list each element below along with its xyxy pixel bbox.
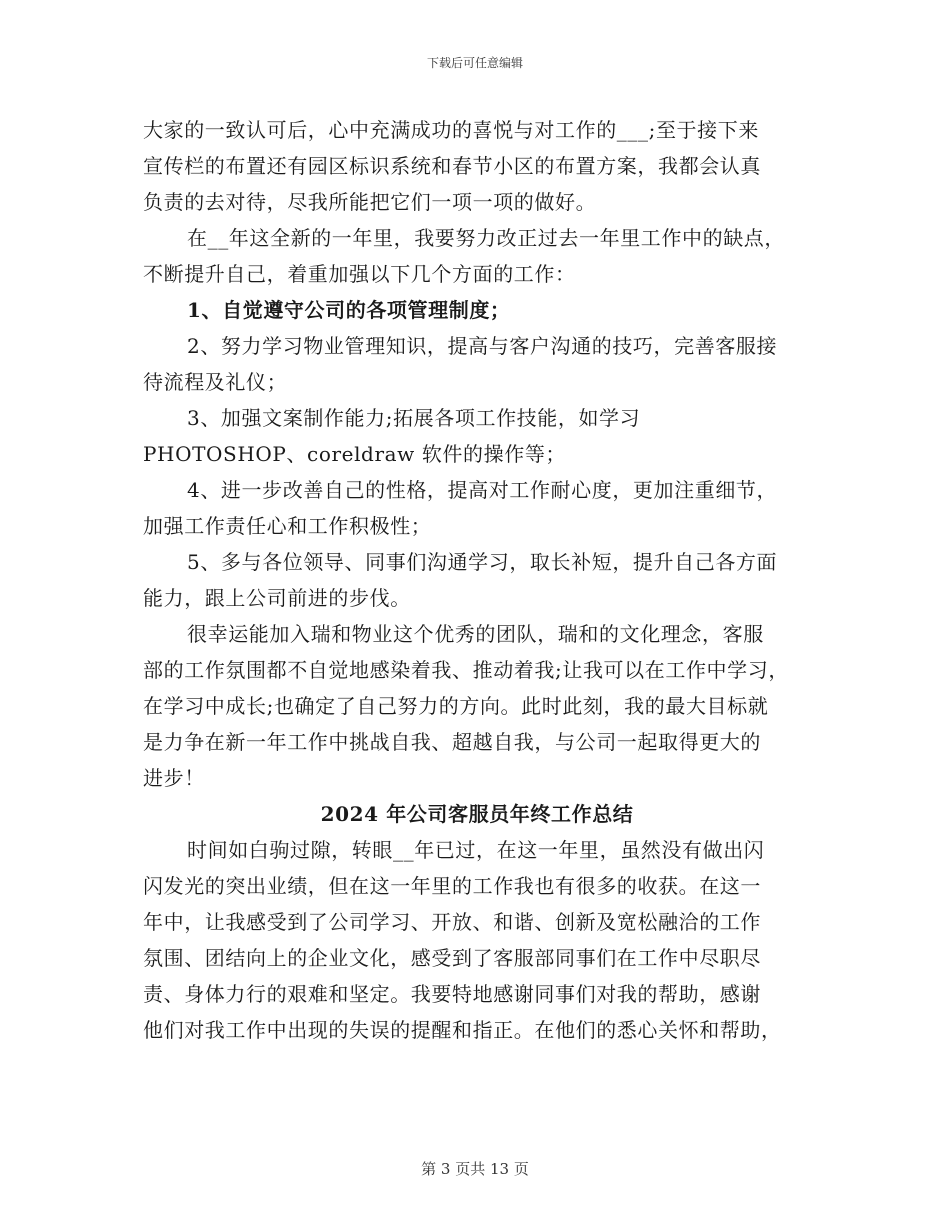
paragraph-line: 大家的一致认可后，心中充满成功的喜悦与对工作的___;至于接下来	[143, 118, 759, 142]
paragraph-line: 年中，让我感受到了公司学习、开放、和谐、创新及宽松融洽的工作	[143, 910, 761, 934]
paragraph-line: 他们对我工作中出现的失误的提醒和指正。在他们的悉心关怀和帮助，	[143, 1018, 782, 1042]
page-footer: 第 3 页共 13 页	[421, 1160, 529, 1178]
paragraph-line: 不断提升自己，着重加强以下几个方面的工作：	[143, 262, 576, 286]
list-item-2: 2、努力学习物业管理知识，提高与客户沟通的技巧，完善客服接	[187, 334, 778, 358]
paragraph-line: 氛围、团结向上的企业文化，感受到了客服部同事们在工作中尽职尽	[143, 946, 761, 970]
paragraph-line: 部的工作氛围都不自觉地感染着我、推动着我;让我可以在工作中学习，	[143, 658, 789, 682]
page-header: 下载后可任意编辑	[426, 56, 523, 70]
paragraph-line: 宣传栏的布置还有园区标识系统和春节小区的布置方案，我都会认真	[143, 154, 761, 178]
list-item-5: 5、多与各位领导、同事们沟通学习，取长补短，提升自己各方面	[187, 550, 778, 574]
list-item-5-cont: 能力，跟上公司前进的步伐。	[143, 586, 411, 610]
list-item-3-cont: PHOTOSHOP、coreldraw 软件的操作等；	[143, 442, 567, 466]
list-item-4-cont: 加强工作责任心和工作积极性；	[143, 514, 432, 538]
list-item-2-cont: 待流程及礼仪；	[143, 370, 288, 394]
paragraph-line: 是力争在新一年工作中挑战自我、超越自我，与公司一起取得更大的	[143, 730, 761, 754]
paragraph-line: 进步！	[143, 766, 205, 790]
paragraph-line: 在学习中成长;也确定了自己努力的方向。此时此刻，我的最大目标就	[143, 694, 769, 718]
list-item-3: 3、加强文案制作能力;拓展各项工作技能，如学习	[187, 406, 641, 430]
document-body	[143, 112, 811, 1048]
paragraph-line: 闪发光的突出业绩，但在这一年里的工作我也有很多的收获。在这一	[143, 874, 761, 898]
paragraph-line: 时间如白驹过隙，转眼__年已过，在这一年里，虽然没有做出闪	[187, 838, 765, 862]
paragraph-line: 责、身体力行的艰难和坚定。我要特地感谢同事们对我的帮助，感谢	[143, 982, 761, 1006]
paragraph-line: 负责的去对待，尽我所能把它们一项一项的做好。	[143, 190, 597, 214]
list-item-1: 1、自觉遵守公司的各项管理制度；	[187, 298, 511, 322]
section-title: 2024 年公司客服员年终工作总结	[320, 802, 634, 826]
list-item-4: 4、进一步改善自己的性格，提高对工作耐心度，更加注重细节，	[187, 478, 778, 502]
paragraph-line: 在__年这全新的一年里，我要努力改正过去一年里工作中的缺点，	[187, 226, 785, 250]
paragraph-line: 很幸运能加入瑞和物业这个优秀的团队，瑞和的文化理念，客服	[187, 622, 764, 646]
